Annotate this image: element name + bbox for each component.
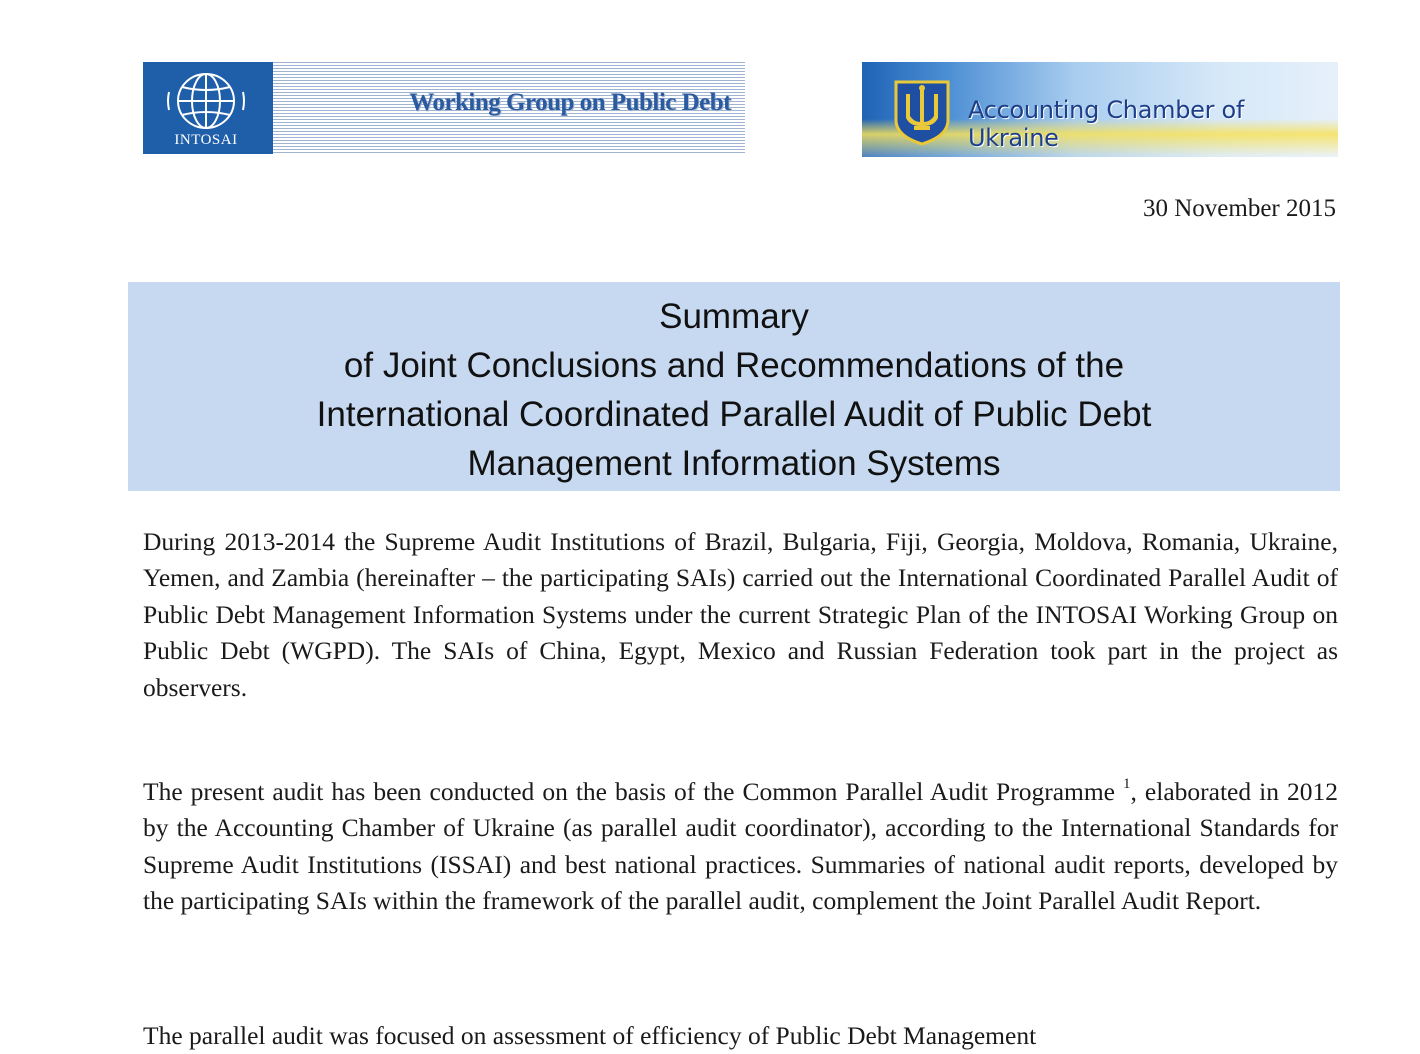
title-line-2: of Joint Conclusions and Recommendations of the xyxy=(343,346,1125,385)
paragraph-3: The parallel audit was focused on assessment of efficiency of Public Debt Management xyxy=(143,1021,1037,1050)
wgpd-banner xyxy=(269,62,745,154)
title-box xyxy=(128,282,1340,491)
document-date: 30 November 2015 xyxy=(1142,195,1336,222)
title-line-1: Summary xyxy=(659,297,809,336)
acu-logo-text: Accounting Chamber of Ukraine xyxy=(968,96,1245,152)
wgpd-logo xyxy=(143,62,745,154)
title-line-3: International Coordinated Parallel Audit of Public Debt xyxy=(316,395,1152,434)
trident-icon xyxy=(892,78,952,146)
paragraph-2-text-before: The present audit has been conducted on the basis of the Common Parallel Audit Programme xyxy=(143,777,1124,806)
wgpd-banner-text: Working Group on Public Debt xyxy=(409,89,731,116)
paragraph-1: During 2013-2014 the Supreme Audit Institutions of Brazil, Bulgaria, Fiji, Georgia, Moldova, Romania, Ukraine, Yemen, and Zambia (hereinafter – the participating SAIs) carried out the International Coordinated Parallel Audit of Public Debt Management Information Systems under the current Strategic Plan of the INTOSAI Working Group on Public Debt (WGPD). The SAIs of China, Egypt, Mexico and Russian Federation took part in the project as observers. xyxy=(143,527,1338,702)
acu-logo xyxy=(862,62,1338,157)
intosai-label: INTOSAI xyxy=(174,132,238,148)
globe-icon xyxy=(165,70,247,132)
intosai-emblem xyxy=(143,62,269,154)
title-line-4: Management Information Systems xyxy=(467,444,1001,483)
footnote-marker[interactable]: 1 xyxy=(1123,776,1131,792)
paragraph-2-text-after: , elaborated in 2012 by the Accounting Chamber of Ukraine (as parallel audit coordinator), according to the International Standards for Supreme Audit Institutions (ISSAI) and best national practices. Summaries of national audit reports, developed by the participating SAIs within the framework of the parallel audit, complement the Joint Parallel Audit Report. xyxy=(143,777,1338,916)
paragraph-2 xyxy=(143,774,1338,920)
